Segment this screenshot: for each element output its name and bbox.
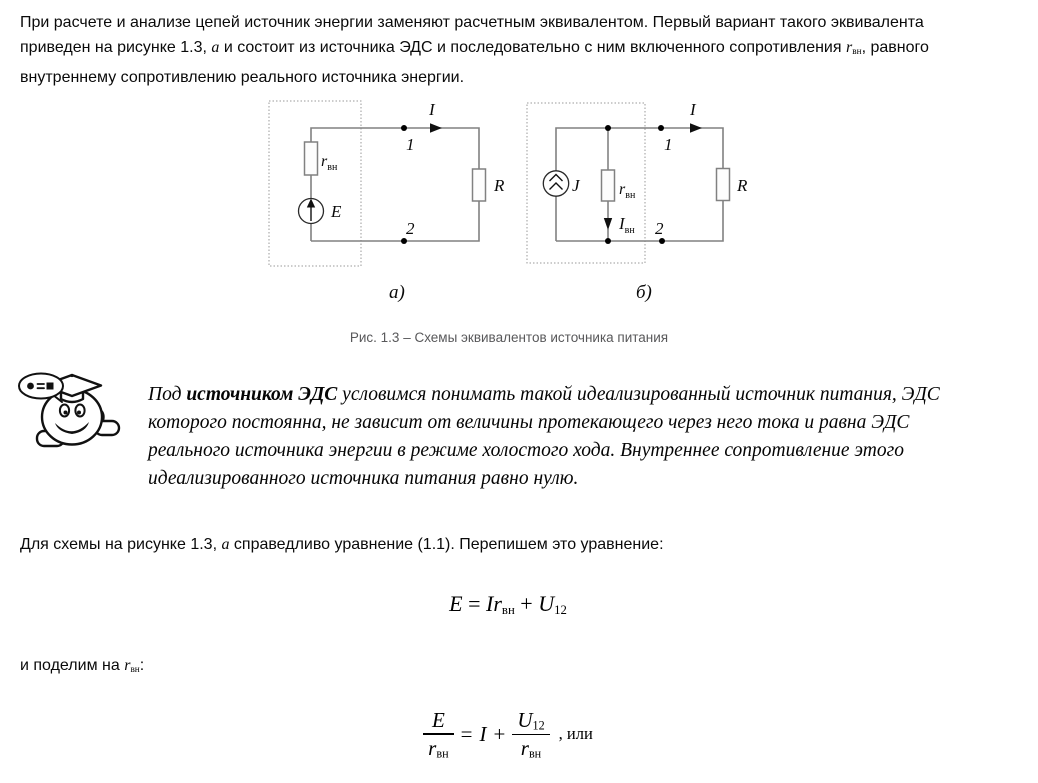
emf-source bbox=[299, 199, 324, 224]
circuit-b-loop-wire bbox=[556, 128, 723, 241]
label-node-2-a: 2 bbox=[406, 219, 415, 238]
label-source-j: J bbox=[572, 176, 580, 195]
branch-top-dot-b bbox=[605, 125, 611, 131]
speech-bubble bbox=[19, 374, 63, 399]
variable-i: I bbox=[479, 721, 487, 746]
paragraph-equation-intro: Для схемы на рисунке 1.3, а справедливо уравнение (1.1). Перепишем это уравнение: bbox=[20, 536, 664, 553]
left-eye bbox=[60, 405, 69, 417]
label-node-1-b: 1 bbox=[664, 135, 673, 154]
label-node-2-b: 2 bbox=[655, 219, 664, 238]
paragraph-divide: и поделим на rвн: bbox=[20, 657, 145, 676]
definition-note: Под источником ЭДС условимся понимать такой идеализированный источник питания, ЭДС которого постоянна, не зависит от величины протекающего через него тока и равна ЭДС реального источника энергии в режиме холостого хода. Внутреннее сопротивление этого идеализированного источника питания равно нулю. bbox=[148, 384, 940, 489]
fraction-u-over-r: $\frac{U12}{\text{rвн}}$ bbox=[512, 708, 549, 761]
circuit-b bbox=[527, 100, 748, 303]
intro-paragraph: При расчете и анализе цепей источник энергии заменяют расчетным эквивалентом. Первый вариант такого эквивалента приведен на рисунке 1.3, а и состоит из источника ЭДС и последовательно с ним включенного сопротивления rвн, равного внутреннему сопротивлению реального источника энергии. bbox=[20, 14, 929, 87]
current-source bbox=[543, 171, 568, 196]
equation-2 bbox=[0, 708, 1016, 761]
current-arrow-b bbox=[690, 123, 702, 132]
branch-bottom-dot-b bbox=[605, 238, 611, 244]
node-2-dot-a bbox=[401, 238, 407, 244]
resistor-load-b bbox=[717, 169, 730, 201]
label-load-r-a: R bbox=[494, 176, 505, 195]
circuit-a-loop-wire bbox=[311, 128, 479, 241]
current-arrow-a bbox=[430, 123, 442, 132]
resistor-r-internal-a bbox=[305, 142, 318, 175]
equation-1: E = Irвн + U12 bbox=[449, 591, 567, 617]
label-internal-current-b: $I_{вн}$ bbox=[619, 214, 635, 236]
professor-smiley-icon bbox=[16, 372, 122, 450]
resistor-r-internal-b bbox=[602, 170, 615, 201]
node-2-dot-b bbox=[659, 238, 665, 244]
fraction-e-over-r: $\frac{E}{\text{rвн}}$ bbox=[423, 708, 453, 760]
figure-caption: Рис. 1.3 – Схемы эквивалентов источника питания bbox=[349, 330, 669, 345]
right-eye bbox=[75, 405, 84, 417]
node-1-dot-b bbox=[658, 125, 664, 131]
equals-sign: = bbox=[460, 721, 473, 746]
label-current-i-a: I bbox=[429, 100, 435, 119]
plus-sign: + bbox=[493, 721, 506, 746]
label-emf-e: E bbox=[331, 202, 342, 221]
circuit-a bbox=[269, 100, 505, 303]
label-load-r-b: R bbox=[737, 176, 748, 195]
sub-label-a: а) bbox=[389, 282, 405, 303]
equation-tail: , или bbox=[558, 724, 593, 744]
resistor-load-a bbox=[473, 169, 486, 201]
figure-1-3-circuits bbox=[255, 95, 795, 307]
node-1-dot-a bbox=[401, 125, 407, 131]
internal-current-arrow-b bbox=[604, 218, 612, 230]
label-r-internal-a: $r_{вн}$ bbox=[321, 153, 338, 173]
label-r-internal-b: $r_{вн}$ bbox=[619, 181, 636, 201]
label-current-i-b: I bbox=[690, 100, 696, 119]
label-node-1-a: 1 bbox=[406, 135, 415, 154]
sub-label-b: б) bbox=[636, 282, 652, 303]
